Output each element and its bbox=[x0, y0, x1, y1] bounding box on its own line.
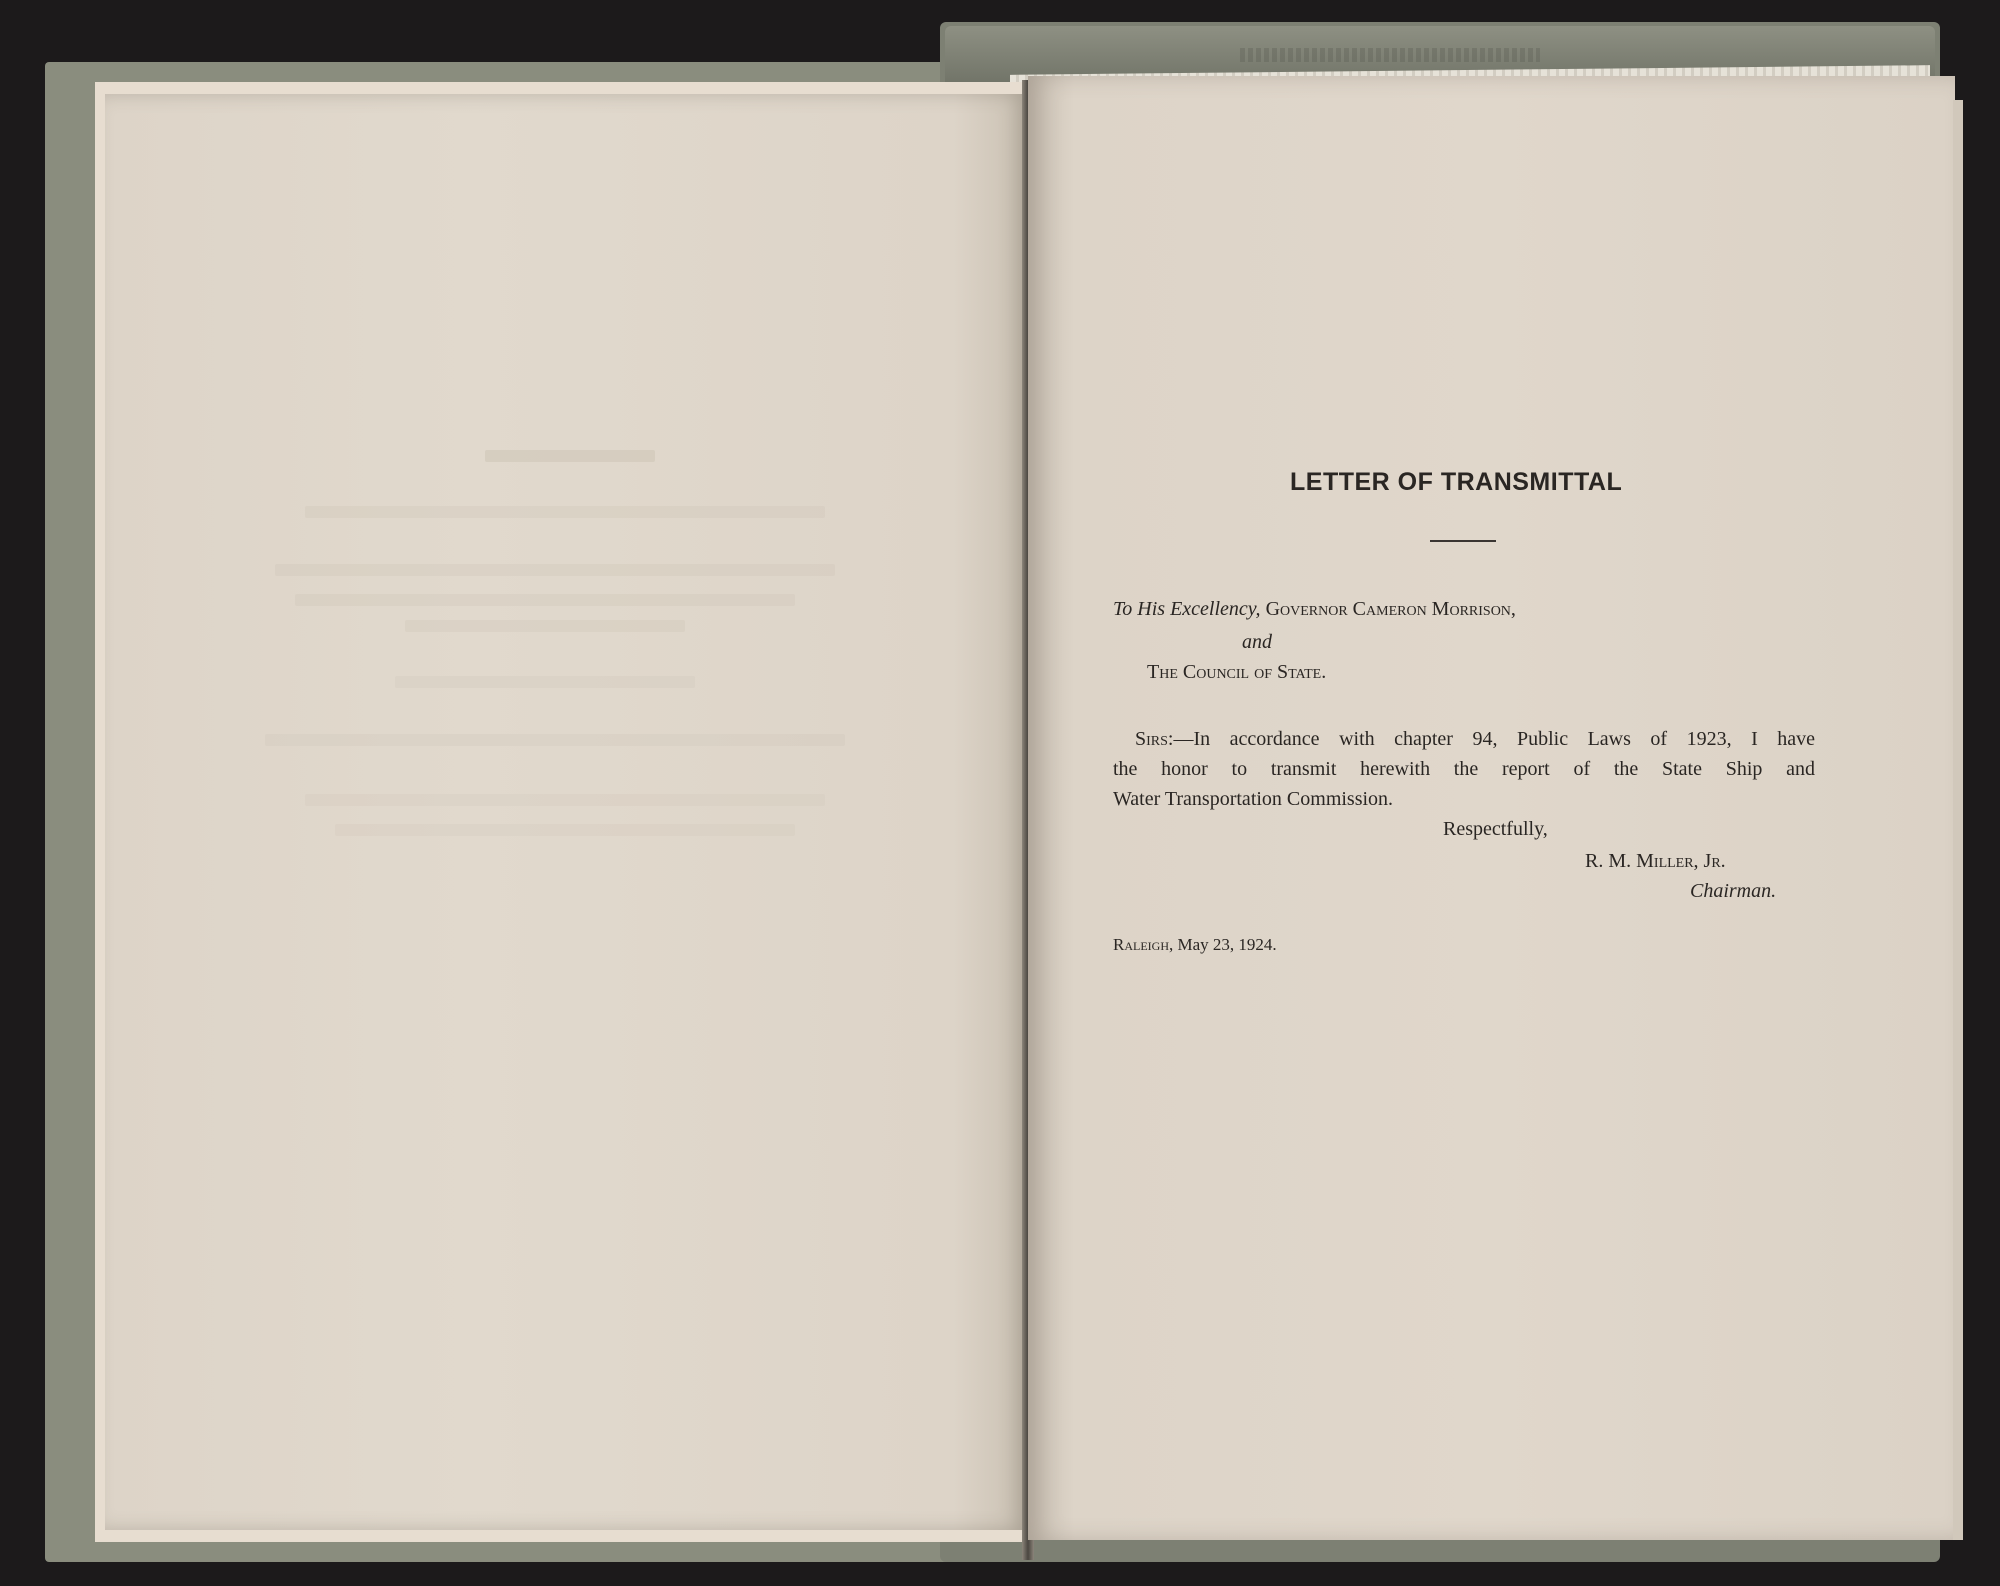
show-through-line bbox=[305, 794, 825, 806]
salutation-line-1 bbox=[1113, 598, 1516, 621]
show-through-line bbox=[265, 734, 845, 746]
council-of-state: The Council of State. bbox=[1147, 661, 1327, 683]
show-through-line bbox=[305, 506, 825, 518]
show-through-line bbox=[395, 676, 695, 688]
show-through-line bbox=[485, 450, 655, 462]
closing: Respectfully, bbox=[1443, 818, 1548, 840]
dateline bbox=[1113, 935, 1277, 955]
body-line-1 bbox=[1135, 728, 1815, 751]
body-line-2: the honor to transmit herewith the report of the State Ship and bbox=[1113, 758, 1815, 780]
salutation-prefix: To His Excellency, bbox=[1113, 598, 1261, 620]
show-through-line bbox=[275, 564, 835, 576]
right-page-edge bbox=[1953, 100, 1963, 1540]
left-page bbox=[105, 94, 1027, 1530]
dateline-date: , May 23, 1924. bbox=[1169, 935, 1277, 954]
title-rule bbox=[1430, 540, 1496, 542]
sirs-label: Sirs bbox=[1135, 728, 1168, 750]
show-through-line bbox=[295, 594, 795, 606]
show-through-line bbox=[405, 620, 685, 632]
show-through-line bbox=[335, 824, 795, 836]
spine-lettering bbox=[1240, 48, 1540, 62]
body-text-1: :—In accordance with chapter 94, Public Laws of 1923, I have bbox=[1167, 728, 1815, 750]
signer-title: Chairman. bbox=[1690, 880, 1777, 902]
governor-name: Governor Cameron Morrison, bbox=[1265, 598, 1516, 620]
letter-title: LETTER OF TRANSMITTAL bbox=[1290, 468, 1623, 496]
salutation-conjunction: and bbox=[1242, 631, 1272, 653]
dateline-place: Raleigh bbox=[1113, 935, 1169, 954]
signer-name: R. M. Miller, Jr. bbox=[1585, 850, 1726, 872]
body-line-3: Water Transportation Commission. bbox=[1113, 788, 1394, 810]
